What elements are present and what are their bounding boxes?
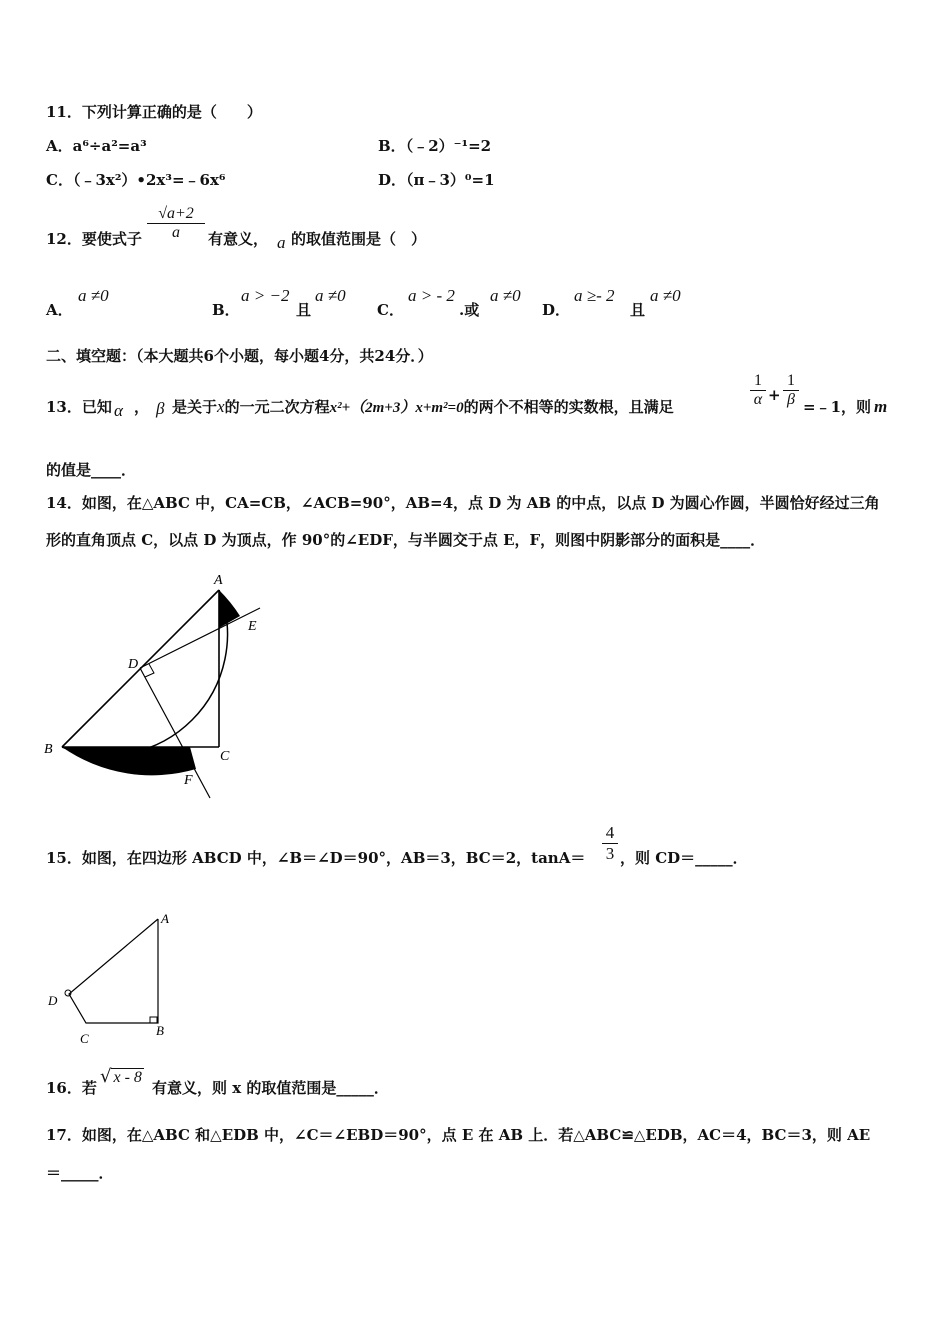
q11-option-a (46, 136, 147, 156)
q11-stem: 11．下列计算正确的是（ ） (46, 103, 262, 121)
q12-c-expr1: a > - 2 (408, 286, 455, 305)
q15-tail: ，则 CD＝_____． (620, 849, 748, 867)
q13-line2: 的值是____． (46, 461, 137, 479)
quadrilateral-abcd (69, 919, 158, 1023)
q12-b-expr2: a ≠0 (315, 286, 346, 305)
q14-line2: 形的直角顶点 C，以点 D 为顶点，作 90°的∠EDF，与半圆交于点 E，F，则图中阴影部分的面积是____． (46, 531, 766, 549)
section-heading: 二、填空题：（本大题共6个小题，每小题4分，共24分．） (46, 347, 433, 365)
semicircle-arc (62, 590, 227, 755)
q12-d-expr2: a ≠0 (650, 286, 681, 305)
q13-text: 的两个不相等的实数根，且满足 (463, 398, 674, 416)
fraction-denominator: β (783, 390, 799, 409)
q15-figure (44, 905, 180, 1050)
radical-sign-icon: √ (100, 1066, 112, 1087)
q12-b-join: 且 (296, 301, 312, 319)
q13-part1: 13．已知 (46, 398, 112, 416)
label-b: B (44, 742, 53, 757)
option-label: B． (378, 137, 406, 155)
q13-frac2 (783, 372, 799, 409)
ray-de (140, 608, 260, 668)
q11-option-c (46, 170, 225, 190)
q12-d-label: D． (542, 301, 571, 319)
radicand: x - 8 (113, 1069, 142, 1086)
option-text: （﹣3x²）•2x³=﹣6x⁶ (72, 171, 226, 189)
q12-c-expr2: a ≠0 (490, 286, 521, 305)
fraction-denominator: α (750, 390, 766, 409)
q12-d-join: 且 (630, 301, 646, 319)
q11-option-d (378, 170, 495, 190)
q13-x: x (217, 397, 225, 416)
q13-beta: β (156, 399, 165, 418)
option-label: A． (46, 137, 73, 155)
q16-radical (100, 1066, 144, 1088)
fraction-numerator: 1 (754, 372, 762, 389)
q15-text: 15．如图，在四边形 ABCD 中，∠B＝∠D＝90°，AB＝3，BC＝2，tanA＝ (46, 849, 586, 867)
q12-d-expr1: a ≥- 2 (574, 286, 615, 305)
q16-part1: 16．若 (46, 1079, 97, 1097)
label-f: F (184, 773, 193, 788)
q12-a-expr: a ≠0 (78, 286, 109, 305)
label-a: A (214, 573, 223, 588)
q12-num: 12．要使式子 (46, 230, 142, 248)
q13-alpha: α (114, 401, 123, 420)
q13-part2 (172, 397, 674, 418)
option-text: （π﹣3）⁰=1 (406, 171, 495, 189)
q13-part5: =﹣1，则 (803, 398, 872, 416)
q17-line1: 17．如图，在△ABC 和△EDB 中，∠C＝∠EBD＝90°，点 E 在 AB 上．若△ABC≌△EDB，AC＝4，BC＝3，则 AE (46, 1126, 871, 1144)
ray-df (140, 668, 210, 798)
option-text: a⁶÷a²=a³ (72, 137, 147, 155)
option-label: D． (378, 171, 407, 189)
q14-line1: 14．如图，在△ABC 中，CA=CB，∠ACB=90°，AB=4，点 D 为 AB 的中点，以点 D 为圆心作圆，半圆恰好经过三角 (46, 494, 880, 512)
label-a: A (161, 911, 169, 926)
fraction-numerator: √a+2 (158, 205, 194, 222)
q16-part2: 有意义，则 x 的取值范围是_____． (152, 1079, 389, 1097)
fraction-denominator: a (147, 223, 205, 242)
fraction-numerator: 4 (605, 823, 615, 842)
q12-var: a (277, 233, 286, 252)
q11-option-b (378, 136, 491, 156)
q13-text: 的一元二次方程 (224, 398, 330, 416)
fraction-denominator: 3 (602, 843, 618, 864)
label-d: D (48, 993, 58, 1008)
option-label: C． (46, 171, 73, 189)
q12-b-label: B． (212, 301, 240, 319)
q12-a-label: A． (46, 301, 73, 319)
q13-frac1 (750, 372, 766, 409)
q17-line2: ＝_____． (46, 1164, 114, 1182)
q13-equation: x²+（2m+3）x+m²=0 (329, 400, 464, 416)
q12-b-expr1: a > −2 (241, 286, 290, 305)
q13-plus: + (768, 386, 781, 404)
q12-tail: 的取值范围是（ ） (291, 230, 427, 248)
label-d: D (128, 657, 139, 672)
q13-comma: ， (134, 398, 150, 416)
shaded-region-bottom (62, 747, 196, 775)
label-c: C (220, 749, 230, 764)
fraction-numerator: 1 (787, 372, 795, 389)
q12-mid: 有意义， (208, 230, 269, 248)
label-c: C (80, 1031, 89, 1046)
q12-c-join: .或 (459, 301, 480, 319)
right-angle-mark (145, 664, 154, 677)
q13-text: 是关于 (172, 398, 218, 416)
label-e: E (248, 619, 257, 634)
q14-figure (40, 570, 280, 800)
q15-fraction (602, 823, 618, 864)
option-text: （﹣2）⁻¹=2 (405, 137, 492, 155)
q12-fraction (147, 205, 205, 242)
shaded-region-top (219, 590, 240, 628)
q12-c-label: C． (377, 301, 404, 319)
label-b: B (156, 1023, 164, 1038)
q13-m: m (874, 397, 888, 416)
